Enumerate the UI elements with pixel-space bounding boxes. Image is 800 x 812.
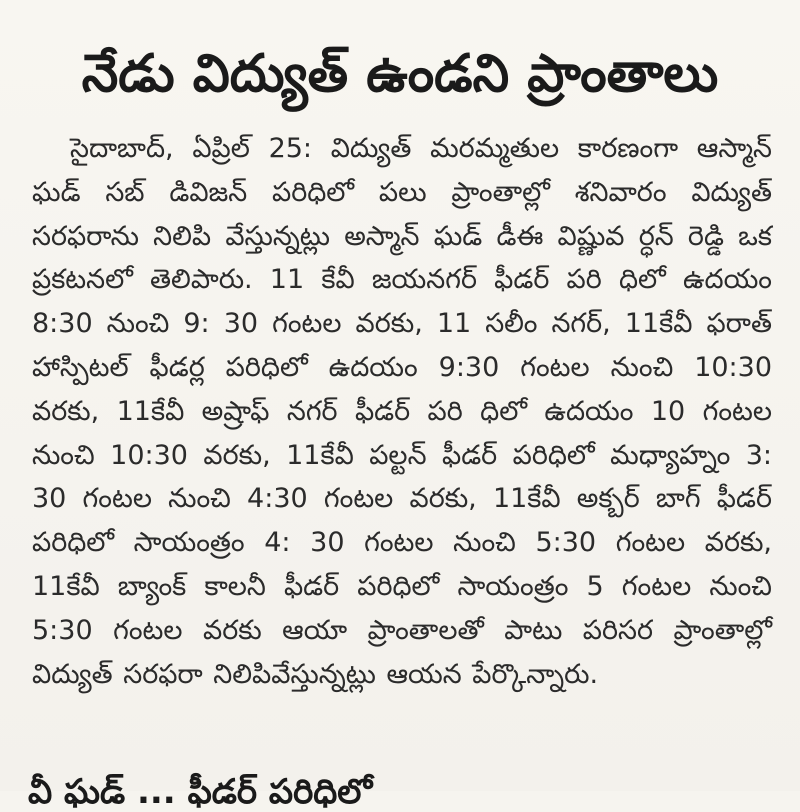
article-body: సైదాబాద్, ఏప్రిల్ 25: విద్యుత్ మరమ్మతుల కారణంగా ఆస్మాన్ ఘడ్ సబ్ డివిజన్ పరిధిలో పలు ప్రాంతాల్లో శనివారం విద్యుత్ సరఫరాను నిలిపి వేస్తున్నట్లు అస్మాన్ ఘడ్ డీఈ విష్ణువ ర్ధన్ రెడ్డి ఒక ప్రకటనలో తెలిపారు. 11 కేవీ జయనగర్ ఫీడర్ పరి ధిలో ఉదయం 8:30 నుంచి 9: 30 గంటల వరకు, 11 సలీం నగర్, 11కేవీ ఫరాత్ హాస్పిటల్ ఫీడర్ల పరిధిలో ఉదయం 9:30 గంటల నుంచి 10:30 వరకు, 11కేవీ అష్రాఫ్ నగర్ ఫీడర్ పరి ధిలో ఉదయం 10 గంటల నుంచి 10:30 వరకు, 11కేవీ పల్టన్ ఫీడర్ పరిధిలో మధ్యాహ్నం 3: 30 గంటల నుంచి 4:30 గంటల వరకు, 11కేవీ అక్బర్ బాగ్ ఫీడర్ పరిధిలో సాయంత్రం 4: 30 గంటల నుంచి 5:30 గంటల వరకు, 11కేవీ బ్యాంక్ కాలనీ ఫీడర్ పరిధిలో సాయంత్రం 5 గంటల నుంచి 5:30 గంటల వరకు ఆయా ప్రాంతాలతో పాటు పరిసర ప్రాంతాల్లో విద్యుత్ సరఫరా నిలిపివేస్తున్నట్లు ఆయన పేర్కొన్నారు. (32, 133, 772, 690)
article-headline: నేడు విద్యుత్ ఉండని ప్రాంతాలు (81, 43, 719, 104)
next-story-cutoff (0, 766, 800, 812)
next-story-headline-partial: వీ ఘడ్ ... ఫీడర్ పరిధిలో (28, 772, 373, 812)
